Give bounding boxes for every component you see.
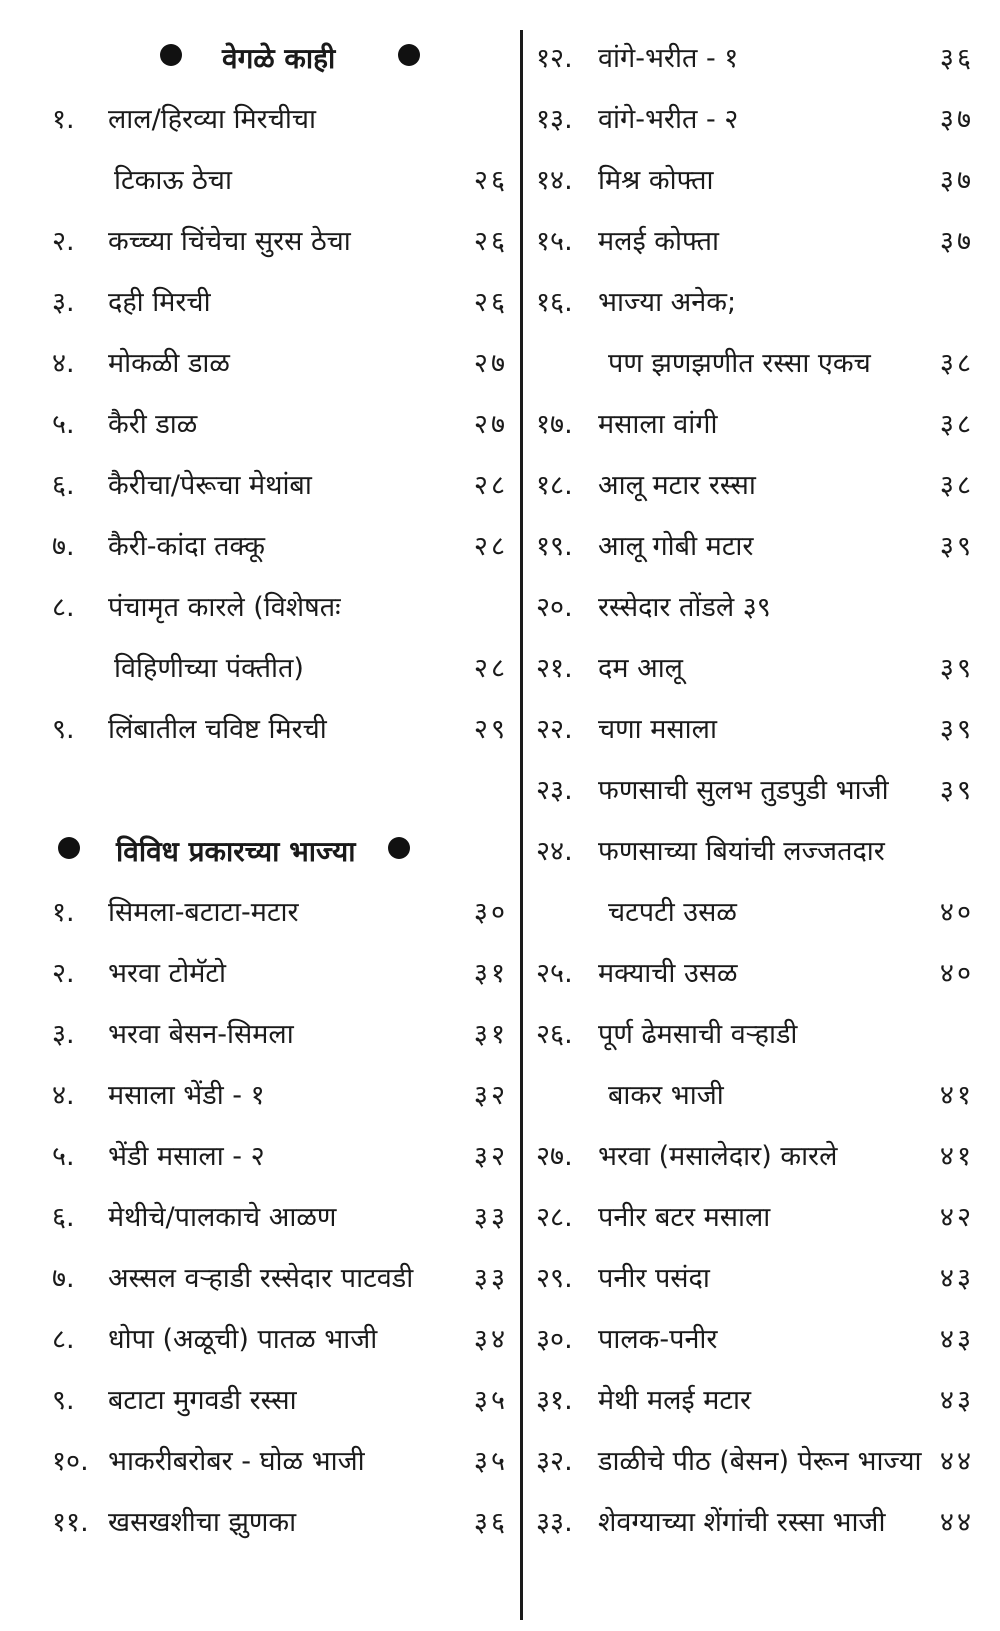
entry-number: १. — [52, 104, 75, 135]
entry-number: २. — [52, 958, 75, 989]
toc-entry — [536, 1492, 974, 1553]
toc-entry-continuation — [536, 333, 974, 394]
entry-title: डाळीचे पीठ (बेसन) पेरून भाज्या — [598, 1446, 922, 1477]
entry-title: वांगे-भरीत - १ — [598, 43, 739, 74]
toc-entry — [536, 89, 974, 150]
toc-entry — [536, 1370, 974, 1431]
section-gap — [52, 760, 508, 821]
section-title: वेगळे काही — [222, 42, 336, 75]
entry-title: पालक-पनीर — [598, 1324, 718, 1355]
toc-entry — [52, 1126, 508, 1187]
entry-title: टिकाऊ ठेचा — [114, 165, 232, 196]
entry-title: अस्सल वऱ्हाडी रस्सेदार पाटवडी — [108, 1263, 414, 1294]
entry-page-number: ४० — [939, 897, 974, 928]
toc-entry — [536, 150, 974, 211]
entry-title: मसाला वांगी — [598, 409, 718, 440]
entry-number: ६. — [52, 1202, 75, 1233]
entry-number: ९. — [52, 714, 75, 745]
entry-page-number: ३७ — [939, 104, 974, 135]
entry-page-number: २७ — [473, 348, 508, 379]
entry-page-number: २७ — [473, 409, 508, 440]
entry-page-number: ३५ — [473, 1385, 508, 1416]
entry-title: फणसाची सुलभ तुडपुडी भाजी — [598, 775, 889, 806]
entry-number: ८. — [52, 1324, 75, 1355]
entry-title: मेथीचे/पालकाचे आळण — [108, 1202, 337, 1233]
section-title: विविध प्रकारच्या भाज्या — [116, 835, 356, 868]
entry-title: मिश्र कोफ्ता — [598, 165, 714, 196]
entry-title: सिमला-बटाटा-मटार — [108, 897, 299, 928]
entry-number: ५. — [52, 1141, 75, 1172]
entry-page-number: ३९ — [939, 653, 974, 684]
entry-title: रस्सेदार तोंडले ३९ — [598, 592, 771, 623]
entry-number: १७. — [536, 409, 573, 440]
section-list-continued — [536, 28, 974, 1553]
toc-entry — [536, 455, 974, 516]
entry-number: १२. — [536, 43, 573, 74]
entry-number: ७. — [52, 1263, 75, 1294]
entry-page-number: ३४ — [473, 1324, 508, 1355]
entry-title: वांगे-भरीत - २ — [598, 104, 739, 135]
entry-number: १. — [52, 897, 75, 928]
entry-title: शेवग्याच्या शेंगांची रस्सा भाजी — [598, 1507, 886, 1538]
entry-number: ९. — [52, 1385, 75, 1416]
entry-number: ७. — [52, 531, 75, 562]
entry-title: बाकर भाजी — [608, 1080, 724, 1111]
entry-page-number: ३८ — [939, 348, 974, 379]
entry-page-number: ३६ — [473, 1507, 508, 1538]
right-column — [536, 28, 974, 1553]
entry-page-number: ३९ — [939, 531, 974, 562]
entry-title: भरवा बेसन-सिमला — [108, 1019, 294, 1050]
entry-title: लाल/हिरव्या मिरचीचा — [108, 104, 317, 135]
entry-title: बटाटा मुगवडी रस्सा — [108, 1385, 297, 1416]
entry-number: २३. — [536, 775, 573, 806]
toc-entry-continuation — [536, 1065, 974, 1126]
entry-title: दम आलू — [598, 653, 683, 684]
entry-title: मोकळी डाळ — [108, 348, 230, 379]
entry-title: भरवा टोमॅटो — [108, 958, 226, 989]
entry-number: २६. — [536, 1019, 573, 1050]
entry-number: ३२. — [536, 1446, 573, 1477]
toc-entry — [536, 1248, 974, 1309]
entry-number: ३. — [52, 1019, 75, 1050]
entry-title: भाकरीबरोबर - घोळ भाजी — [108, 1446, 365, 1477]
entry-number: ६. — [52, 470, 75, 501]
toc-entry — [536, 1187, 974, 1248]
entry-page-number: ३१ — [473, 958, 508, 989]
entry-title: चटपटी उसळ — [608, 897, 737, 928]
entry-number: ४. — [52, 1080, 75, 1111]
toc-entry — [52, 943, 508, 1004]
toc-entry — [536, 1126, 974, 1187]
entry-page-number: २६ — [473, 287, 508, 318]
entry-title: फणसाच्या बियांची लज्जतदार — [598, 836, 885, 867]
toc-entry — [536, 1431, 974, 1492]
entry-title: पनीर बटर मसाला — [598, 1202, 771, 1233]
entry-number: २७. — [536, 1141, 573, 1172]
toc-entry — [52, 516, 508, 577]
entry-number: २८. — [536, 1202, 573, 1233]
entry-page-number: ४१ — [939, 1080, 974, 1111]
entry-page-number: ३७ — [939, 165, 974, 196]
entry-page-number: ४३ — [939, 1385, 974, 1416]
toc-entry — [52, 272, 508, 333]
entry-number: १३. — [536, 104, 573, 135]
toc-entry — [52, 1065, 508, 1126]
toc-entry — [536, 577, 974, 638]
toc-entry — [52, 455, 508, 516]
entry-title: पूर्ण ढेमसाची वऱ्हाडी — [598, 1019, 798, 1050]
entry-page-number: ३३ — [473, 1263, 508, 1294]
toc-entry — [52, 1370, 508, 1431]
entry-page-number: २८ — [473, 531, 508, 562]
toc-entry — [52, 1309, 508, 1370]
entry-number: १४. — [536, 165, 573, 196]
bullet-icon — [58, 837, 80, 859]
entry-title: आलू मटार रस्सा — [598, 470, 756, 501]
toc-entry — [536, 821, 974, 882]
entry-title: भाज्या अनेक; — [598, 287, 737, 318]
entry-page-number: ४१ — [939, 1141, 974, 1172]
entry-page-number: ३२ — [473, 1141, 508, 1172]
toc-entry — [536, 699, 974, 760]
toc-entry — [536, 1309, 974, 1370]
entry-number: २९. — [536, 1263, 573, 1294]
entry-page-number: ३० — [473, 897, 508, 928]
entry-page-number: ३८ — [939, 409, 974, 440]
toc-entry — [52, 1004, 508, 1065]
entry-number: १८. — [536, 470, 573, 501]
toc-entry-continuation — [536, 882, 974, 943]
entry-number: २५. — [536, 958, 573, 989]
entry-title: लिंबातील चविष्ट मिरची — [108, 714, 327, 745]
entry-page-number: ३७ — [939, 226, 974, 257]
bullet-icon — [388, 837, 410, 859]
entry-number: ३३. — [536, 1507, 573, 1538]
toc-entry — [52, 1248, 508, 1309]
entry-page-number: २६ — [473, 165, 508, 196]
entry-number: १५. — [536, 226, 573, 257]
entry-title: पनीर पसंदा — [598, 1263, 710, 1294]
section-list-vividh-bhajya — [52, 882, 508, 1553]
bullet-icon — [398, 44, 420, 66]
entry-number: ३. — [52, 287, 75, 318]
entry-page-number: ४० — [939, 958, 974, 989]
entry-page-number: २६ — [473, 226, 508, 257]
entry-number: २१. — [536, 653, 573, 684]
left-column — [52, 28, 508, 1553]
toc-entry — [536, 516, 974, 577]
entry-page-number: ३६ — [939, 43, 974, 74]
entry-page-number: ४४ — [939, 1507, 974, 1538]
section-heading-vegle-kahi — [52, 28, 508, 89]
section-heading-vividh-bhajya — [52, 821, 508, 882]
toc-entry — [52, 1492, 508, 1553]
entry-number: २. — [52, 226, 75, 257]
toc-entry — [52, 699, 508, 760]
entry-title: कच्च्या चिंचेचा सुरस ठेचा — [108, 226, 351, 257]
entry-title: मलई कोफ्ता — [598, 226, 719, 257]
toc-entry — [52, 394, 508, 455]
entry-number: १९. — [536, 531, 573, 562]
entry-number: ३०. — [536, 1324, 573, 1355]
toc-entry — [536, 28, 974, 89]
entry-title: मक्याची उसळ — [598, 958, 738, 989]
entry-page-number: ४३ — [939, 1324, 974, 1355]
toc-entry — [52, 882, 508, 943]
toc-entry — [52, 211, 508, 272]
entry-title: चणा मसाला — [598, 714, 717, 745]
entry-page-number: २९ — [473, 714, 508, 745]
entry-page-number: ३१ — [473, 1019, 508, 1050]
entry-page-number: ३३ — [473, 1202, 508, 1233]
section-list-vegle-kahi — [52, 89, 508, 760]
toc-entry — [52, 1187, 508, 1248]
entry-title: पण झणझणीत रस्सा एकच — [608, 348, 871, 379]
entry-number: २४. — [536, 836, 573, 867]
entry-number: ४. — [52, 348, 75, 379]
entry-title: कैरी-कांदा तक्कू — [108, 531, 265, 562]
entry-title: भरवा (मसालेदार) कारले — [598, 1141, 838, 1172]
entry-number: १०. — [52, 1446, 89, 1477]
column-divider — [520, 30, 523, 1620]
entry-title: कैरीचा/पेरूचा मेथांबा — [108, 470, 312, 501]
entry-title: विहिणीच्या पंक्तीत) — [114, 653, 304, 684]
toc-entry — [536, 638, 974, 699]
entry-number: ८. — [52, 592, 75, 623]
toc-entry — [52, 333, 508, 394]
entry-page-number: ४२ — [939, 1202, 974, 1233]
entry-number: ११. — [52, 1507, 89, 1538]
entry-title: दही मिरची — [108, 287, 211, 318]
entry-page-number: ३९ — [939, 714, 974, 745]
entry-page-number: २८ — [473, 653, 508, 684]
bullet-icon — [160, 44, 182, 66]
toc-entry — [536, 760, 974, 821]
entry-page-number: ३२ — [473, 1080, 508, 1111]
toc-entry-continuation — [52, 150, 508, 211]
toc-entry — [536, 943, 974, 1004]
toc-entry — [536, 394, 974, 455]
entry-page-number: ३९ — [939, 775, 974, 806]
entry-number: ३१. — [536, 1385, 573, 1416]
toc-entry — [536, 1004, 974, 1065]
entry-title: आलू गोबी मटार — [598, 531, 754, 562]
entry-title: धोपा (अळूची) पातळ भाजी — [108, 1324, 378, 1355]
entry-page-number: ३५ — [473, 1446, 508, 1477]
entry-number: ५. — [52, 409, 75, 440]
toc-entry — [536, 211, 974, 272]
entry-title: कैरी डाळ — [108, 409, 198, 440]
entry-title: मसाला भेंडी - १ — [108, 1080, 265, 1111]
toc-entry — [52, 1431, 508, 1492]
entry-title: पंचामृत कारले (विशेषतः — [108, 592, 341, 623]
toc-entry — [52, 89, 508, 150]
entry-number: २२. — [536, 714, 573, 745]
entry-page-number: ३८ — [939, 470, 974, 501]
entry-number: १६. — [536, 287, 573, 318]
toc-entry — [536, 272, 974, 333]
toc-entry-continuation — [52, 638, 508, 699]
entry-title: खसखशीचा झुणका — [108, 1507, 297, 1538]
entry-title: भेंडी मसाला - २ — [108, 1141, 265, 1172]
entry-title: मेथी मलई मटार — [598, 1385, 752, 1416]
entry-page-number: ४४ — [939, 1446, 974, 1477]
toc-entry — [52, 577, 508, 638]
entry-page-number: २८ — [473, 470, 508, 501]
entry-page-number: ४३ — [939, 1263, 974, 1294]
entry-number: २०. — [536, 592, 573, 623]
